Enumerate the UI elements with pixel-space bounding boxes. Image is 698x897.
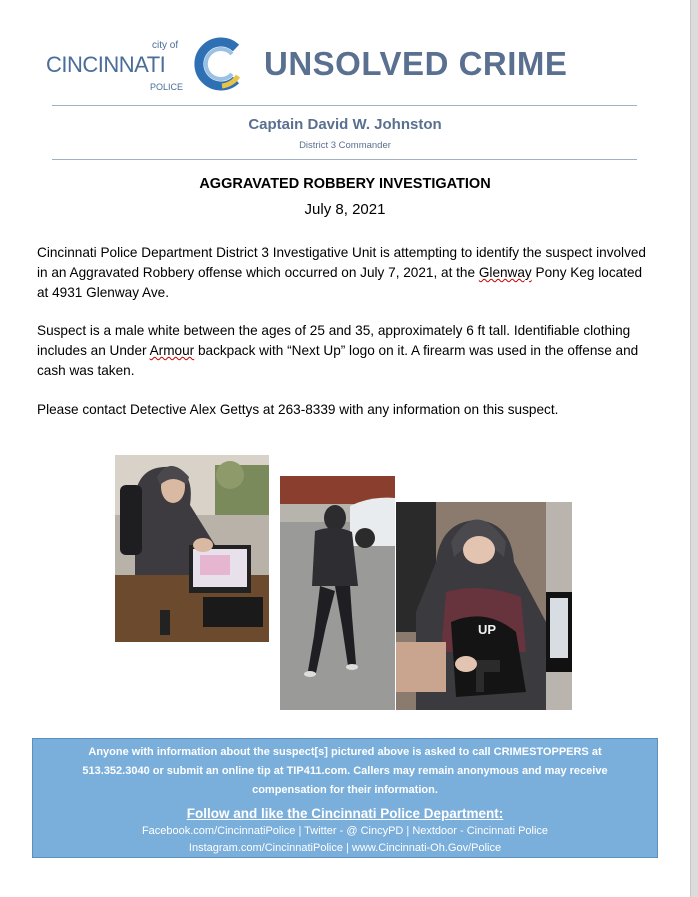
svg-text:UP: UP <box>478 622 497 637</box>
logo-c-emblem-icon <box>192 36 244 92</box>
suspect-photo-walking <box>280 476 395 710</box>
captain-title: District 3 Commander <box>299 140 391 151</box>
contact-paragraph: Please contact Detective Alex Gettys at 263-8339 with any information on this suspect. <box>37 402 559 417</box>
page-edge <box>690 0 698 897</box>
suspect-photo-counter <box>115 455 269 642</box>
incident-text-glenway: Glenway <box>478 265 532 280</box>
logo-city-of: city of <box>152 40 179 51</box>
page-headline: UNSOLVED CRIME <box>264 45 568 82</box>
suspect-text-a: Suspect is a male white between the ages of 25 and 35, approximately 6 ft tall. Identifiable clothing includes an Under <box>37 323 631 358</box>
header-divider-top <box>52 105 637 106</box>
incident-text-c: Pony Keg located at 4931 Glenway Ave. <box>37 265 643 300</box>
cincinnati-police-logo <box>46 36 246 96</box>
captain-name: Captain David W. Johnston <box>248 116 442 133</box>
social-links-line-1: Facebook.com/CincinnatiPolice | Twitter - @ CincyPD | Nextdoor - Cincinnati Police <box>141 825 549 837</box>
incident-text-a: Cincinnati Police Department District 3 Investigative Unit is attempting to identify the suspect involved in an Aggravated Robbery offense which occurred on July 7, 2021, at the <box>37 245 646 280</box>
logo-police: POLICE <box>150 82 184 92</box>
follow-heading: Follow and like the Cincinnati Police Department: <box>186 806 504 821</box>
social-links-line-2: Instagram.com/CincinnatiPolice | www.Cincinnati-Oh.Gov/Police <box>188 842 502 854</box>
crimestoppers-info-box <box>32 738 658 858</box>
suspect-paragraph <box>37 321 657 381</box>
incident-paragraph <box>37 243 657 303</box>
notice-title: AGGRAVATED ROBBERY INVESTIGATION <box>199 176 491 192</box>
logo-city-name: CINCINNATI <box>46 52 166 77</box>
suspect-photo-firearm <box>396 502 572 710</box>
crimestoppers-text: Anyone with information about the suspect[s] pictured above is asked to call CRIMESTOPPERS at 513.352.3040 or submit an online tip at TIP411.com. Callers may remain anonymous and may receive compensation for their information. <box>82 746 608 796</box>
notice-date: July 8, 2021 <box>304 201 386 218</box>
suspect-text-armour: Armour <box>149 343 195 358</box>
header-divider-bottom <box>52 159 637 160</box>
suspect-text-c: backpack with “Next Up” logo on it. A firearm was used in the offense and cash was taken. <box>37 343 639 378</box>
